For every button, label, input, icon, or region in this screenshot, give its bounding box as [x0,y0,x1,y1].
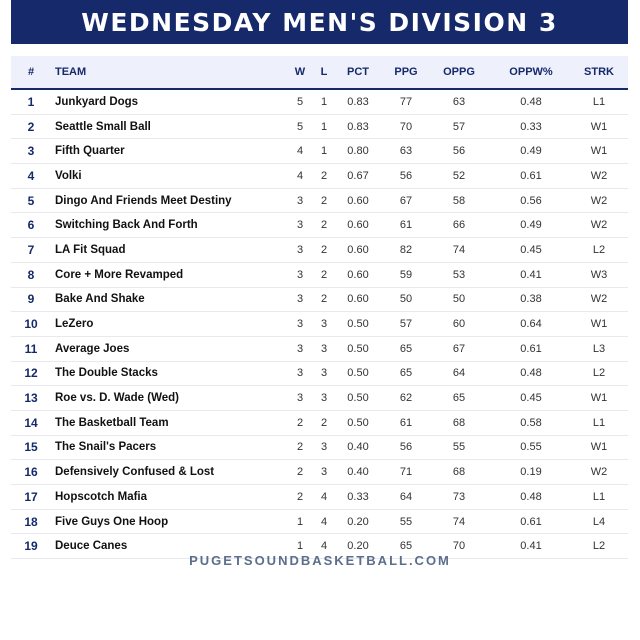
row-wins: 4 [296,169,304,182]
page-title: WEDNESDAY MEN'S DIVISION 3 [81,7,558,37]
row-oppw: 0.38 [520,293,542,306]
row-pct: 0.60 [347,194,369,207]
row-wins: 3 [296,318,304,331]
row-oppw: 0.56 [520,194,542,207]
row-losses: 3 [320,392,328,405]
row-losses: 2 [320,416,328,429]
row-losses: 4 [320,540,328,553]
row-team-name: Seattle Small Ball [55,120,151,133]
row-rank: 6 [27,218,35,233]
row-ppg: 50 [399,293,413,306]
row-oppw: 0.49 [520,145,542,158]
row-losses: 3 [320,318,328,331]
header-streak: STRK [584,66,614,78]
row-losses: 1 [320,120,328,133]
row-streak: W2 [590,169,608,182]
row-rank: 11 [24,341,38,356]
row-oppg: 64 [452,367,466,380]
row-wins: 2 [296,490,304,503]
row-losses: 3 [320,367,328,380]
row-pct: 0.33 [347,490,369,503]
row-pct: 0.40 [347,441,369,454]
row-rank: 14 [24,415,38,430]
row-rank: 5 [27,193,35,208]
row-ppg: 70 [399,120,413,133]
row-losses: 4 [320,515,328,528]
row-oppg: 53 [452,268,466,281]
row-oppg: 52 [452,169,466,182]
row-rank: 18 [24,514,38,529]
row-losses: 3 [320,342,328,355]
table-row [11,436,628,461]
row-team-name: Dingo And Friends Meet Destiny [55,194,232,207]
row-streak: L1 [592,95,606,108]
row-wins: 2 [296,466,304,479]
header-oppw: OPPW% [509,66,553,78]
row-wins: 3 [296,293,304,306]
row-team-name: Switching Back And Forth [55,219,198,232]
table-row [11,460,628,485]
row-ppg: 67 [399,194,413,207]
row-ppg: 61 [399,219,413,232]
table-row [11,164,628,189]
table-row [11,510,628,535]
row-ppg: 82 [399,243,413,256]
row-wins: 1 [296,540,304,553]
row-pct: 0.50 [347,318,369,331]
row-oppg: 66 [452,219,466,232]
row-rank: 2 [27,119,35,134]
row-oppw: 0.61 [520,169,542,182]
row-team-name: Fifth Quarter [55,145,125,158]
table-row [11,312,628,337]
title-banner [11,0,628,44]
row-team-name: The Basketball Team [55,416,169,429]
row-ppg: 71 [399,466,413,479]
row-streak: W2 [590,466,608,479]
row-wins: 3 [296,243,304,256]
row-oppg: 55 [452,441,466,454]
row-streak: W3 [590,268,608,281]
row-oppw: 0.49 [520,219,542,232]
row-pct: 0.60 [347,219,369,232]
row-ppg: 57 [399,318,413,331]
row-streak: W2 [590,194,608,207]
header-team: TEAM [55,66,87,78]
row-streak: L1 [592,416,606,429]
row-streak: W2 [590,219,608,232]
row-streak: W1 [590,392,608,405]
table-row [11,337,628,362]
row-rank: 15 [24,440,38,455]
row-streak: L4 [592,515,606,528]
row-wins: 2 [296,416,304,429]
row-team-name: Core + More Revamped [55,268,184,281]
row-wins: 3 [296,392,304,405]
table-body [11,90,628,559]
row-streak: W2 [590,293,608,306]
header-pct: PCT [347,66,369,78]
row-wins: 3 [296,219,304,232]
row-pct: 0.60 [347,268,369,281]
row-ppg: 55 [399,515,413,528]
row-ppg: 59 [399,268,413,281]
row-oppw: 0.19 [520,466,542,479]
row-wins: 2 [296,441,304,454]
table-row [11,189,628,214]
row-oppw: 0.61 [520,515,542,528]
row-team-name: Average Joes [55,342,130,355]
row-rank: 8 [27,267,35,282]
row-wins: 5 [296,120,304,133]
row-pct: 0.20 [347,515,369,528]
row-oppw: 0.45 [520,243,542,256]
row-wins: 3 [296,367,304,380]
row-rank: 3 [27,144,35,159]
row-streak: L1 [592,490,606,503]
row-ppg: 56 [399,441,413,454]
row-rank: 19 [24,539,38,554]
row-oppw: 0.58 [520,416,542,429]
row-team-name: Roe vs. D. Wade (Wed) [55,392,179,405]
row-oppg: 70 [452,540,466,553]
row-pct: 0.50 [347,416,369,429]
row-oppg: 63 [452,95,466,108]
row-rank: 16 [24,465,38,480]
table-row [11,485,628,510]
row-rank: 12 [24,366,38,381]
row-streak: L2 [592,367,606,380]
row-losses: 2 [320,268,328,281]
row-losses: 2 [320,293,328,306]
row-team-name: Deuce Canes [55,540,128,553]
row-oppg: 50 [452,293,466,306]
row-losses: 2 [320,219,328,232]
row-oppg: 74 [452,243,466,256]
row-oppw: 0.61 [520,342,542,355]
row-team-name: Volki [55,169,82,182]
row-losses: 3 [320,466,328,479]
row-streak: W1 [590,318,608,331]
table-row [11,213,628,238]
table-row [11,139,628,164]
row-pct: 0.50 [347,392,369,405]
row-pct: 0.50 [347,367,369,380]
row-team-name: The Double Stacks [55,367,158,380]
row-losses: 2 [320,194,328,207]
row-losses: 4 [320,490,328,503]
row-streak: W1 [590,120,608,133]
row-rank: 17 [24,489,38,504]
row-oppg: 57 [452,120,466,133]
row-oppw: 0.45 [520,392,542,405]
row-ppg: 64 [399,490,413,503]
row-ppg: 77 [399,95,413,108]
table-row [11,263,628,288]
row-streak: L2 [592,540,606,553]
row-team-name: Bake And Shake [55,293,145,306]
row-pct: 0.60 [347,293,369,306]
row-pct: 0.83 [347,120,369,133]
row-pct: 0.83 [347,95,369,108]
row-pct: 0.80 [347,145,369,158]
row-rank: 4 [27,168,35,183]
row-oppg: 68 [452,416,466,429]
row-oppg: 58 [452,194,466,207]
row-oppw: 0.48 [520,95,542,108]
row-pct: 0.60 [347,243,369,256]
table-row [11,90,628,115]
row-wins: 1 [296,515,304,528]
row-losses: 1 [320,145,328,158]
row-team-name: Defensively Confused & Lost [55,466,215,479]
row-losses: 2 [320,169,328,182]
row-oppg: 73 [452,490,466,503]
row-wins: 3 [296,194,304,207]
row-rank: 9 [27,292,35,307]
row-streak: L3 [592,342,606,355]
standings-table [11,56,628,559]
row-ppg: 56 [399,169,413,182]
row-ppg: 65 [399,540,413,553]
row-losses: 3 [320,441,328,454]
row-team-name: Hopscotch Mafia [55,490,148,503]
row-ppg: 65 [399,367,413,380]
row-rank: 13 [24,391,38,406]
table-header [11,56,628,90]
header-losses: L [320,66,328,78]
row-oppw: 0.48 [520,367,542,380]
row-pct: 0.20 [347,540,369,553]
footer-site-url: PUGETSOUNDBASKETBALL.COM [189,553,451,568]
row-ppg: 61 [399,416,413,429]
row-oppw: 0.55 [520,441,542,454]
row-streak: W1 [590,441,608,454]
row-oppw: 0.64 [520,318,542,331]
row-oppg: 68 [452,466,466,479]
row-pct: 0.50 [347,342,369,355]
row-oppg: 65 [452,392,466,405]
row-oppw: 0.33 [520,120,542,133]
row-rank: 7 [27,242,35,257]
row-wins: 3 [296,342,304,355]
table-row [11,411,628,436]
row-oppg: 74 [452,515,466,528]
row-ppg: 62 [399,392,413,405]
table-row [11,115,628,140]
row-streak: L2 [592,243,606,256]
header-wins: W [294,66,306,78]
row-oppg: 60 [452,318,466,331]
row-losses: 2 [320,243,328,256]
row-oppw: 0.48 [520,490,542,503]
row-oppg: 56 [452,145,466,158]
table-row [11,386,628,411]
row-losses: 1 [320,95,328,108]
header-rank: # [27,66,35,78]
row-pct: 0.67 [347,169,369,182]
row-team-name: LeZero [55,318,94,331]
row-pct: 0.40 [347,466,369,479]
row-oppg: 67 [452,342,466,355]
table-row [11,362,628,387]
row-team-name: Junkyard Dogs [55,95,139,108]
header-ppg: PPG [394,66,418,78]
table-row [11,288,628,313]
row-streak: W1 [590,145,608,158]
row-ppg: 65 [399,342,413,355]
row-team-name: Five Guys One Hoop [55,515,169,528]
row-rank: 10 [24,317,38,332]
row-ppg: 63 [399,145,413,158]
row-wins: 4 [296,145,304,158]
row-wins: 5 [296,95,304,108]
row-team-name: LA Fit Squad [55,243,126,256]
table-row [11,238,628,263]
row-wins: 3 [296,268,304,281]
row-rank: 1 [27,94,35,109]
row-oppw: 0.41 [520,540,542,553]
row-oppw: 0.41 [520,268,542,281]
header-oppg: OPPG [443,66,475,78]
row-team-name: The Snail's Pacers [55,441,157,454]
